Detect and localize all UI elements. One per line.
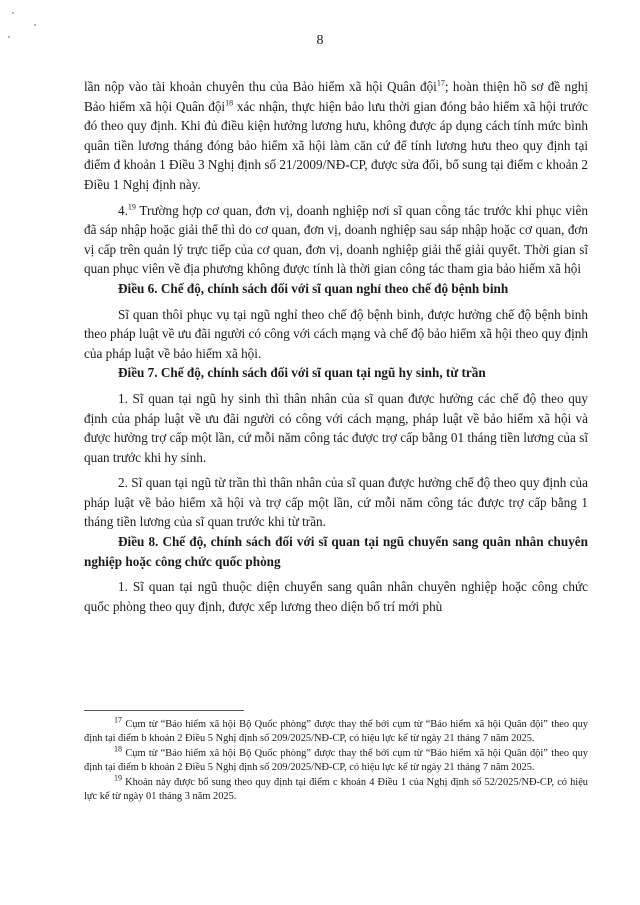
footnote-ref-18[interactable]: 18 (225, 98, 234, 108)
footnotes (84, 715, 588, 804)
clause-4: 4.19 Trường hợp cơ quan, đơn vị, doanh nghiệp nơi sĩ quan công tác trước khi phục viên đã sáp nhập hoặc giải thể thì do cơ quan, đơn vị, doanh nghiệp sau sáp nhập hoặc cơ quan, đơn vị cấp trên quản lý trực tiếp của cơ quan, đơn vị, doanh nghiệp giải thể giải quyết. Thời gian sĩ quan phục viên về địa phương không được tính là thời gian công tác tham gia bảo hiểm xã hội (84, 202, 588, 277)
footnote-17: $^{17}$ Cụm từ “Bảo hiểm xã hội Bộ Quốc phòng” được thay thế bởi cụm từ “Bảo hiểm xã hội Quân đội” theo quy định tại điểm b khoản 2 Điều 5 Nghị định số 209/2025/NĐ-CP, có hiệu lực kể từ ngày 21 tháng 7 năm 2025. (84, 715, 588, 745)
page-number: 8 (316, 33, 324, 48)
footnote-separator (84, 710, 244, 711)
article-7-clause-2: 2. Sĩ quan tại ngũ từ trần thì thân nhân của sĩ quan được hưởng chế độ theo quy định của pháp luật về bảo hiểm xã hội và trợ cấp một lần, cứ mỗi năm công tác được trợ cấp bằng 1 tháng tiền lương của sĩ quan trước khi từ trần. (84, 475, 588, 530)
footnote-18: $^{18}$ Cụm từ “Bảo hiểm xã hội Bộ Quốc phòng” được thay thế bởi cụm từ “Bảo hiểm xã hội Quân đội” theo quy định tại điểm b khoản 2 Điều 5 Nghị định số 209/2025/NĐ-CP, có hiệu lực kể từ ngày 21 tháng 7 năm 2025. (84, 744, 588, 774)
paragraph-continuation: lần nộp vào tài khoản chuyên thu của Bảo hiểm xã hội Quân đội$^{17}$; hoàn thiện hồ sơ đề nghị Bảo hiểm xã hội Quân đội$^{18}$ xác nhận, thực hiện bảo lưu thời gian đóng bảo hiểm xã hội trước đó theo quy định. Khi đủ điều kiện hưởng lương hưu, không được áp dụng cách tính mức bình quân tiền lương tháng đóng bảo hiểm xã hội làm căn cứ để tính lương hưu theo quy định tại điểm đ khoản 1 Điều 3 Nghị định số 21/2009/NĐ-CP, được sửa đổi, bổ sung tại điểm c khoản 2 Điều 1 Nghị định này. (84, 78, 588, 192)
footnote-ref-17[interactable]: 17 (436, 78, 445, 88)
article-7-heading: Điều 7. Chế độ, chính sách đối với sĩ quan tại ngũ hy sinh, từ trần (118, 365, 486, 381)
footnote-ref-19[interactable]: 19 (127, 202, 136, 212)
article-6-body: Sĩ quan thôi phục vụ tại ngũ nghỉ theo chế độ bệnh binh, được hưởng chế độ bệnh binh theo pháp luật về ưu đãi người có công với cách mạng và chế độ bảo hiểm xã hội theo quy định của pháp luật về bảo hiểm xã hội. (84, 306, 588, 361)
article-8-clause-1: 1. Sĩ quan tại ngũ thuộc diện chuyển sang quân nhân chuyên nghiệp hoặc công chức quốc phòng theo quy định, được xếp lương theo diện bố trí mới phù (84, 579, 588, 614)
article-7-clause-1: 1. Sĩ quan tại ngũ hy sinh thì thân nhân của sĩ quan được hưởng các chế độ theo quy định của pháp luật về ưu đãi người có công với cách mạng, pháp luật về bảo hiểm xã hội và được hưởng trợ cấp một lần, cứ mỗi năm công tác được trợ cấp bằng 01 tháng tiền lương của sĩ quan trước khi hy sinh. (84, 390, 588, 465)
footnote-19: $^{19}$ Khoản này được bổ sung theo quy định tại điểm c khoản 4 Điều 1 của Nghị định số 52/2025/NĐ-CP, có hiệu lực kể từ ngày 01 tháng 3 năm 2025. (84, 773, 588, 803)
article-6-heading: Điều 6. Chế độ, chính sách đối với sĩ quan nghỉ theo chế độ bệnh binh (118, 280, 509, 296)
scan-speck (12, 12, 14, 14)
scan-speck (34, 24, 36, 26)
article-8-heading: Điều 8. Chế độ, chính sách đối với sĩ quan tại ngũ chuyển sang quân nhân chuyên nghiệp hoặc công chức quốc phòng (84, 534, 588, 569)
document-body (84, 77, 588, 616)
